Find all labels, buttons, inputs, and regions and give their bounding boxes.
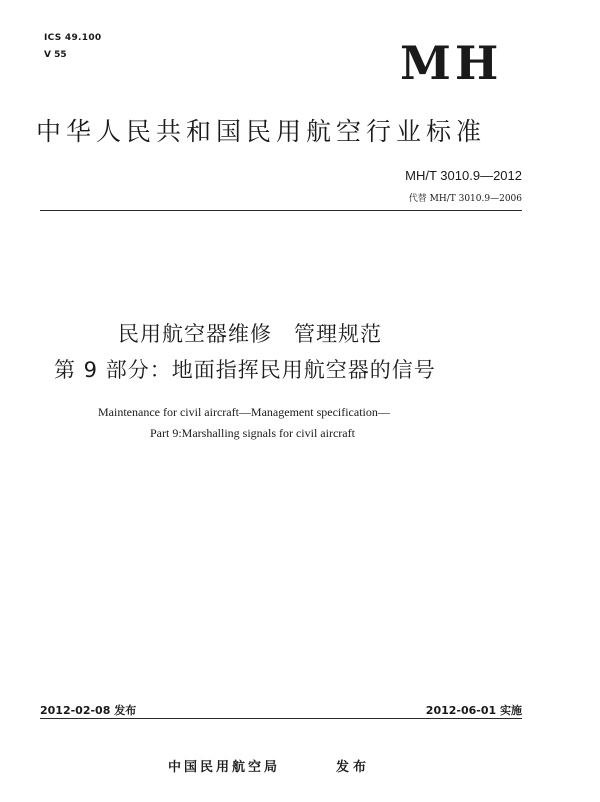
footer-divider bbox=[40, 718, 522, 719]
ics-code: ICS 49.100 bbox=[44, 33, 102, 43]
issuer-label: 发布 bbox=[336, 760, 371, 775]
document-title-cn-line1: 民用航空器维修 管理规范 bbox=[118, 322, 382, 346]
standard-category-title: 中华人民共和国民用航空行业标准 bbox=[36, 117, 487, 146]
document-title-en-line2: Part 9:Marshalling signals for civil aircraft bbox=[150, 426, 355, 440]
implementation-date: 2012-06-01 实施 bbox=[425, 704, 522, 717]
replaces-standard: 代替 MH/T 3010.9—2006 bbox=[408, 194, 522, 204]
document-title-cn-line2: 第 9 部分：地面指挥民用航空器的信号 bbox=[54, 358, 436, 382]
issuing-authority: 中国民用航空局 bbox=[168, 760, 281, 775]
standard-number: MH/T 3010.9—2012 bbox=[405, 168, 522, 183]
header-divider bbox=[40, 210, 522, 211]
classification-code: V 55 bbox=[44, 50, 67, 60]
standard-logo: MH bbox=[400, 36, 503, 90]
document-title-en-line1: Maintenance for civil aircraft—Management specification— bbox=[98, 405, 390, 419]
issue-date: 2012-02-08 发布 bbox=[40, 704, 137, 717]
